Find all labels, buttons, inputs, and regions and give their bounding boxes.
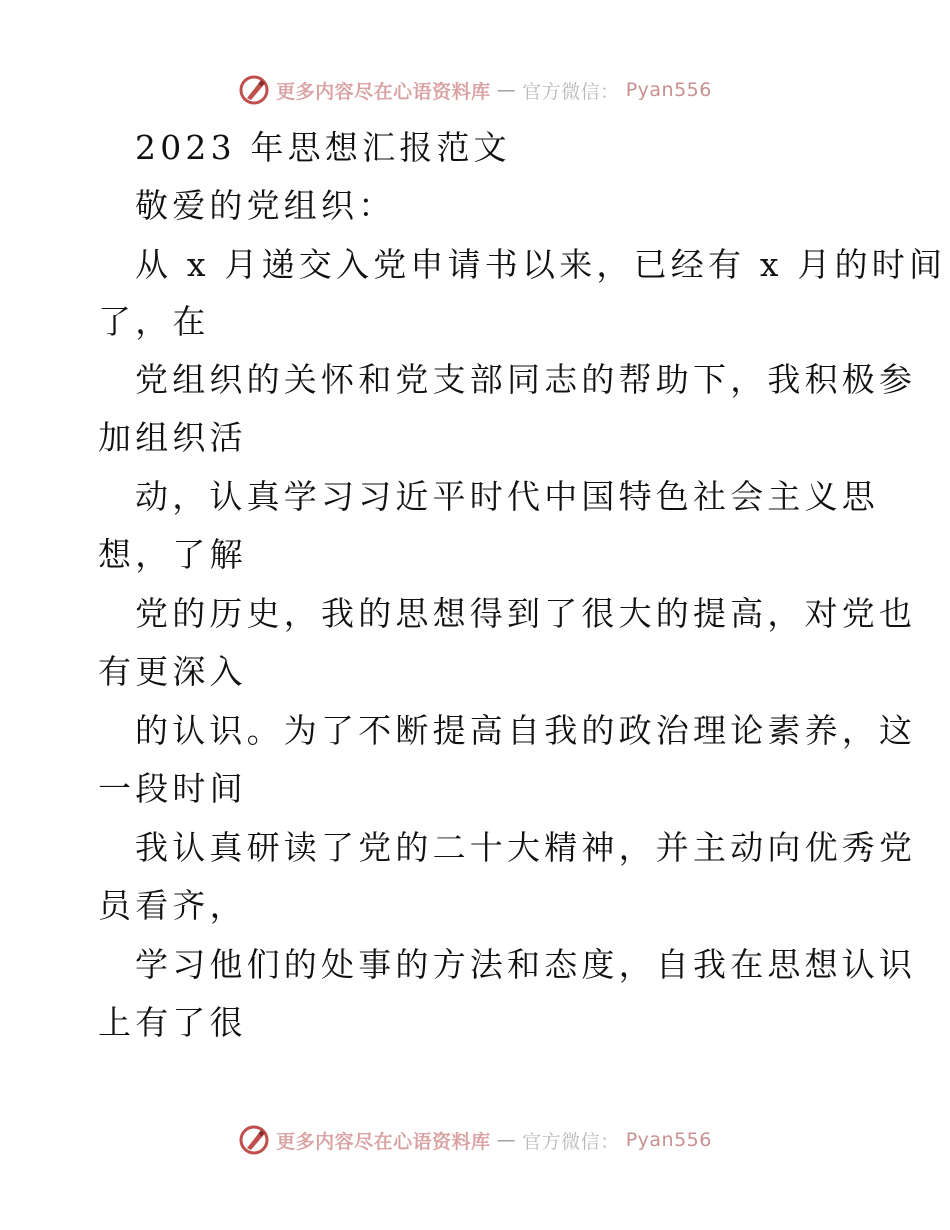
- body-line: 学习他们的处事的方法和态度，自我在思想认识: [135, 945, 917, 984]
- body-line: 上有了很: [98, 1003, 247, 1042]
- pen-logo-icon: [238, 1124, 270, 1156]
- body-line: 加组织活: [98, 418, 247, 457]
- banner-wechat-id: Pyan556: [625, 79, 712, 101]
- banner-wechat-id: Pyan556: [625, 1129, 712, 1151]
- body-line: 动，认真学习习近平时代中国特色社会主义思: [135, 477, 879, 516]
- banner-main-text: 更多内容尽在心语资料库: [276, 80, 491, 103]
- banner-separator: —: [496, 1129, 517, 1151]
- banner-contact-label: 官方微信：: [522, 1130, 620, 1153]
- body-line: 员看齐，: [98, 886, 247, 925]
- body-line: 党的历史，我的思想得到了很大的提高，对党也: [135, 594, 917, 633]
- banner-main-text: 更多内容尽在心语资料库: [276, 1130, 491, 1153]
- banner-separator: —: [496, 79, 517, 101]
- footer-banner: [0, 1120, 950, 1160]
- header-banner: [0, 70, 950, 110]
- banner-contact-label: 官方微信：: [522, 80, 620, 103]
- body-line: 党组织的关怀和党支部同志的帮助下，我积极参: [135, 360, 917, 399]
- body-line: 有更深入: [98, 652, 247, 691]
- body-line: 我认真研读了党的二十大精神，并主动向优秀党: [135, 828, 917, 867]
- body-line: 从 x 月递交入党申请书以来，已经有 x 月的时间: [135, 245, 947, 284]
- body-line: 了，在: [98, 302, 210, 341]
- body-line: 想，了解: [98, 535, 247, 574]
- body-line: 一段时间: [98, 769, 247, 808]
- pen-logo-icon: [238, 74, 270, 106]
- body-line: 的认识。为了不断提高自我的政治理论素养，这: [135, 711, 917, 750]
- salutation: 敬爱的党组织：: [135, 186, 396, 225]
- document-title: 2023 年思想汇报范文: [135, 128, 511, 167]
